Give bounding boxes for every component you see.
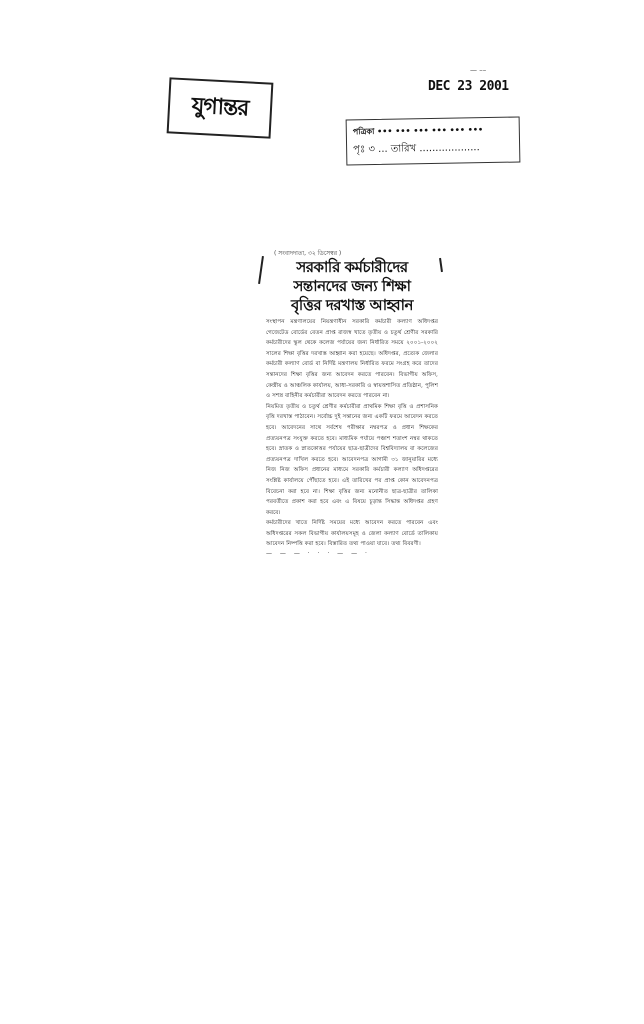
article-body [266,317,438,550]
article-kicker: ( সংবাদদাতা, ৩২ ডিসেম্বর ) [274,250,342,257]
slip-newspaper-line: পত্রিকা ••• ••• ••• ••• ••• ••• [352,125,484,137]
headline-line: বৃত্তির দরখাস্ত আহ্বান [291,296,413,314]
slip-page-date-line: পৃঃ ৩ ... তারিখ ................... [353,142,480,156]
article-paragraph: নিয়মিত তৃতীয় ও চতুর্থ শ্রেণীর কর্মচারীরা প্রাথমিক শিক্ষা বৃত্তি ও প্রশাসনিক বৃত্তি দরখাস্ত পাঠাবেন। সর্বোচ্চ দুই সন্তানের জন্য একটি ফরমে আবেদন করতে হবে। আবেদনের সাথে সর্বশেষ পরীক্ষার নম্বরপত্র ও প্রধান শিক্ষকের প্রত্যয়নপত্র সংযুক্ত করতে হবে। মাধ্যমিক পর্যায়ে পঞ্চাশ শতাংশ নম্বর থাকতে হবে। স্নাতক ও স্নাতকোত্তর পর্যায়ের ছাত্র-ছাত্রীদের বিশ্ববিদ্যালয় বা কলেজের প্রত্যয়নপত্র দাখিল করতে হবে। আবেদনপত্র আগামী ৩১ জানুয়ারির মধ্যে নিজ নিজ অফিস প্রধানের মাধ্যমে সরকারি কর্মচারী কল্যাণ অধিদপ্তরের সংশ্লিষ্ট কার্যালয়ে পৌঁছাতে হবে। এই তারিখের পর প্রাপ্ত কোন আবেদনপত্র বিবেচনা করা হবে না। শিক্ষা বৃত্তির জন্য মনোনীত ছাত্র-ছাত্রীর তালিকা পরবর্তীতে প্রকাশ করা হবে এবং এ বিষয়ে চূড়ান্ত সিদ্ধান্ত অধিদপ্তর গ্রহণ করবে। [266,403,438,516]
headline-line: সন্তানদের জন্য শিক্ষা [293,277,411,295]
date-stamp-marks: — –– [470,66,487,74]
reference-slip [346,116,521,165]
article-headline [266,258,438,315]
margin-mark [439,258,443,272]
publication-name: যুগান্তর [191,92,250,121]
article-end-marks: — — — · · · — — · [266,550,370,558]
article-paragraph: কর্মচারীদের খাতে নির্দিষ্ট সময়ের মধ্যে আবেদন করতে পারবেন এবং অধিদপ্তরের সকল বিভাগীয় কার্যালয়সমূহ ও জেলা কল্যাণ বোর্ডে তালিকায় আবেদন নিষ্পত্তি করা হবে। বিস্তারিত তথ্য পাওয়া যাবে। তথ্য বিবরণী। [266,520,438,548]
date-stamp: DEC 23 2001 [428,79,509,94]
margin-mark [258,256,264,284]
publication-stamp [167,77,274,138]
news-article [266,248,438,557]
headline-line: সরকারি কর্মচারীদের [296,258,408,276]
article-paragraph: সংস্থাপন মন্ত্রণালয়ের নিয়ন্ত্রণাধীন সরকারি কর্মচারী কল্যাণ অধিদপ্তর গেজেটেড বোর্ডের বেতন প্রাপ্ত রাজস্ব খাতে তৃতীয় ও চতুর্থ শ্রেণীর সরকারি কর্মচারীদের স্কুল থেকে কলেজ পর্যায়ের জন্য নির্ধারিত সময়ে ২০০১-২০০২ সালের শিক্ষা বৃত্তির দরখাস্ত আহ্বান করা হয়েছে। অধিদপ্তর, প্রত্যেক জেলার কর্মচারী কল্যাণ বোর্ড বা নির্দিষ্ট মন্ত্রণালয় নির্ধারিত ফরমে সংগ্রহ করে তাদের সন্তানদের শিক্ষা বৃত্তির জন্য আবেদন করতে পারবেন। বিভাগীয় অফিস, কেন্দ্রীয় ও আঞ্চলিক কার্যালয়, আধা-সরকারি ও স্বায়ত্তশাসিত প্রতিষ্ঠান, পুলিশ ও সশস্ত্র বাহিনীর কর্মচারীরা আবেদন করতে পারবেন না। [266,319,438,400]
